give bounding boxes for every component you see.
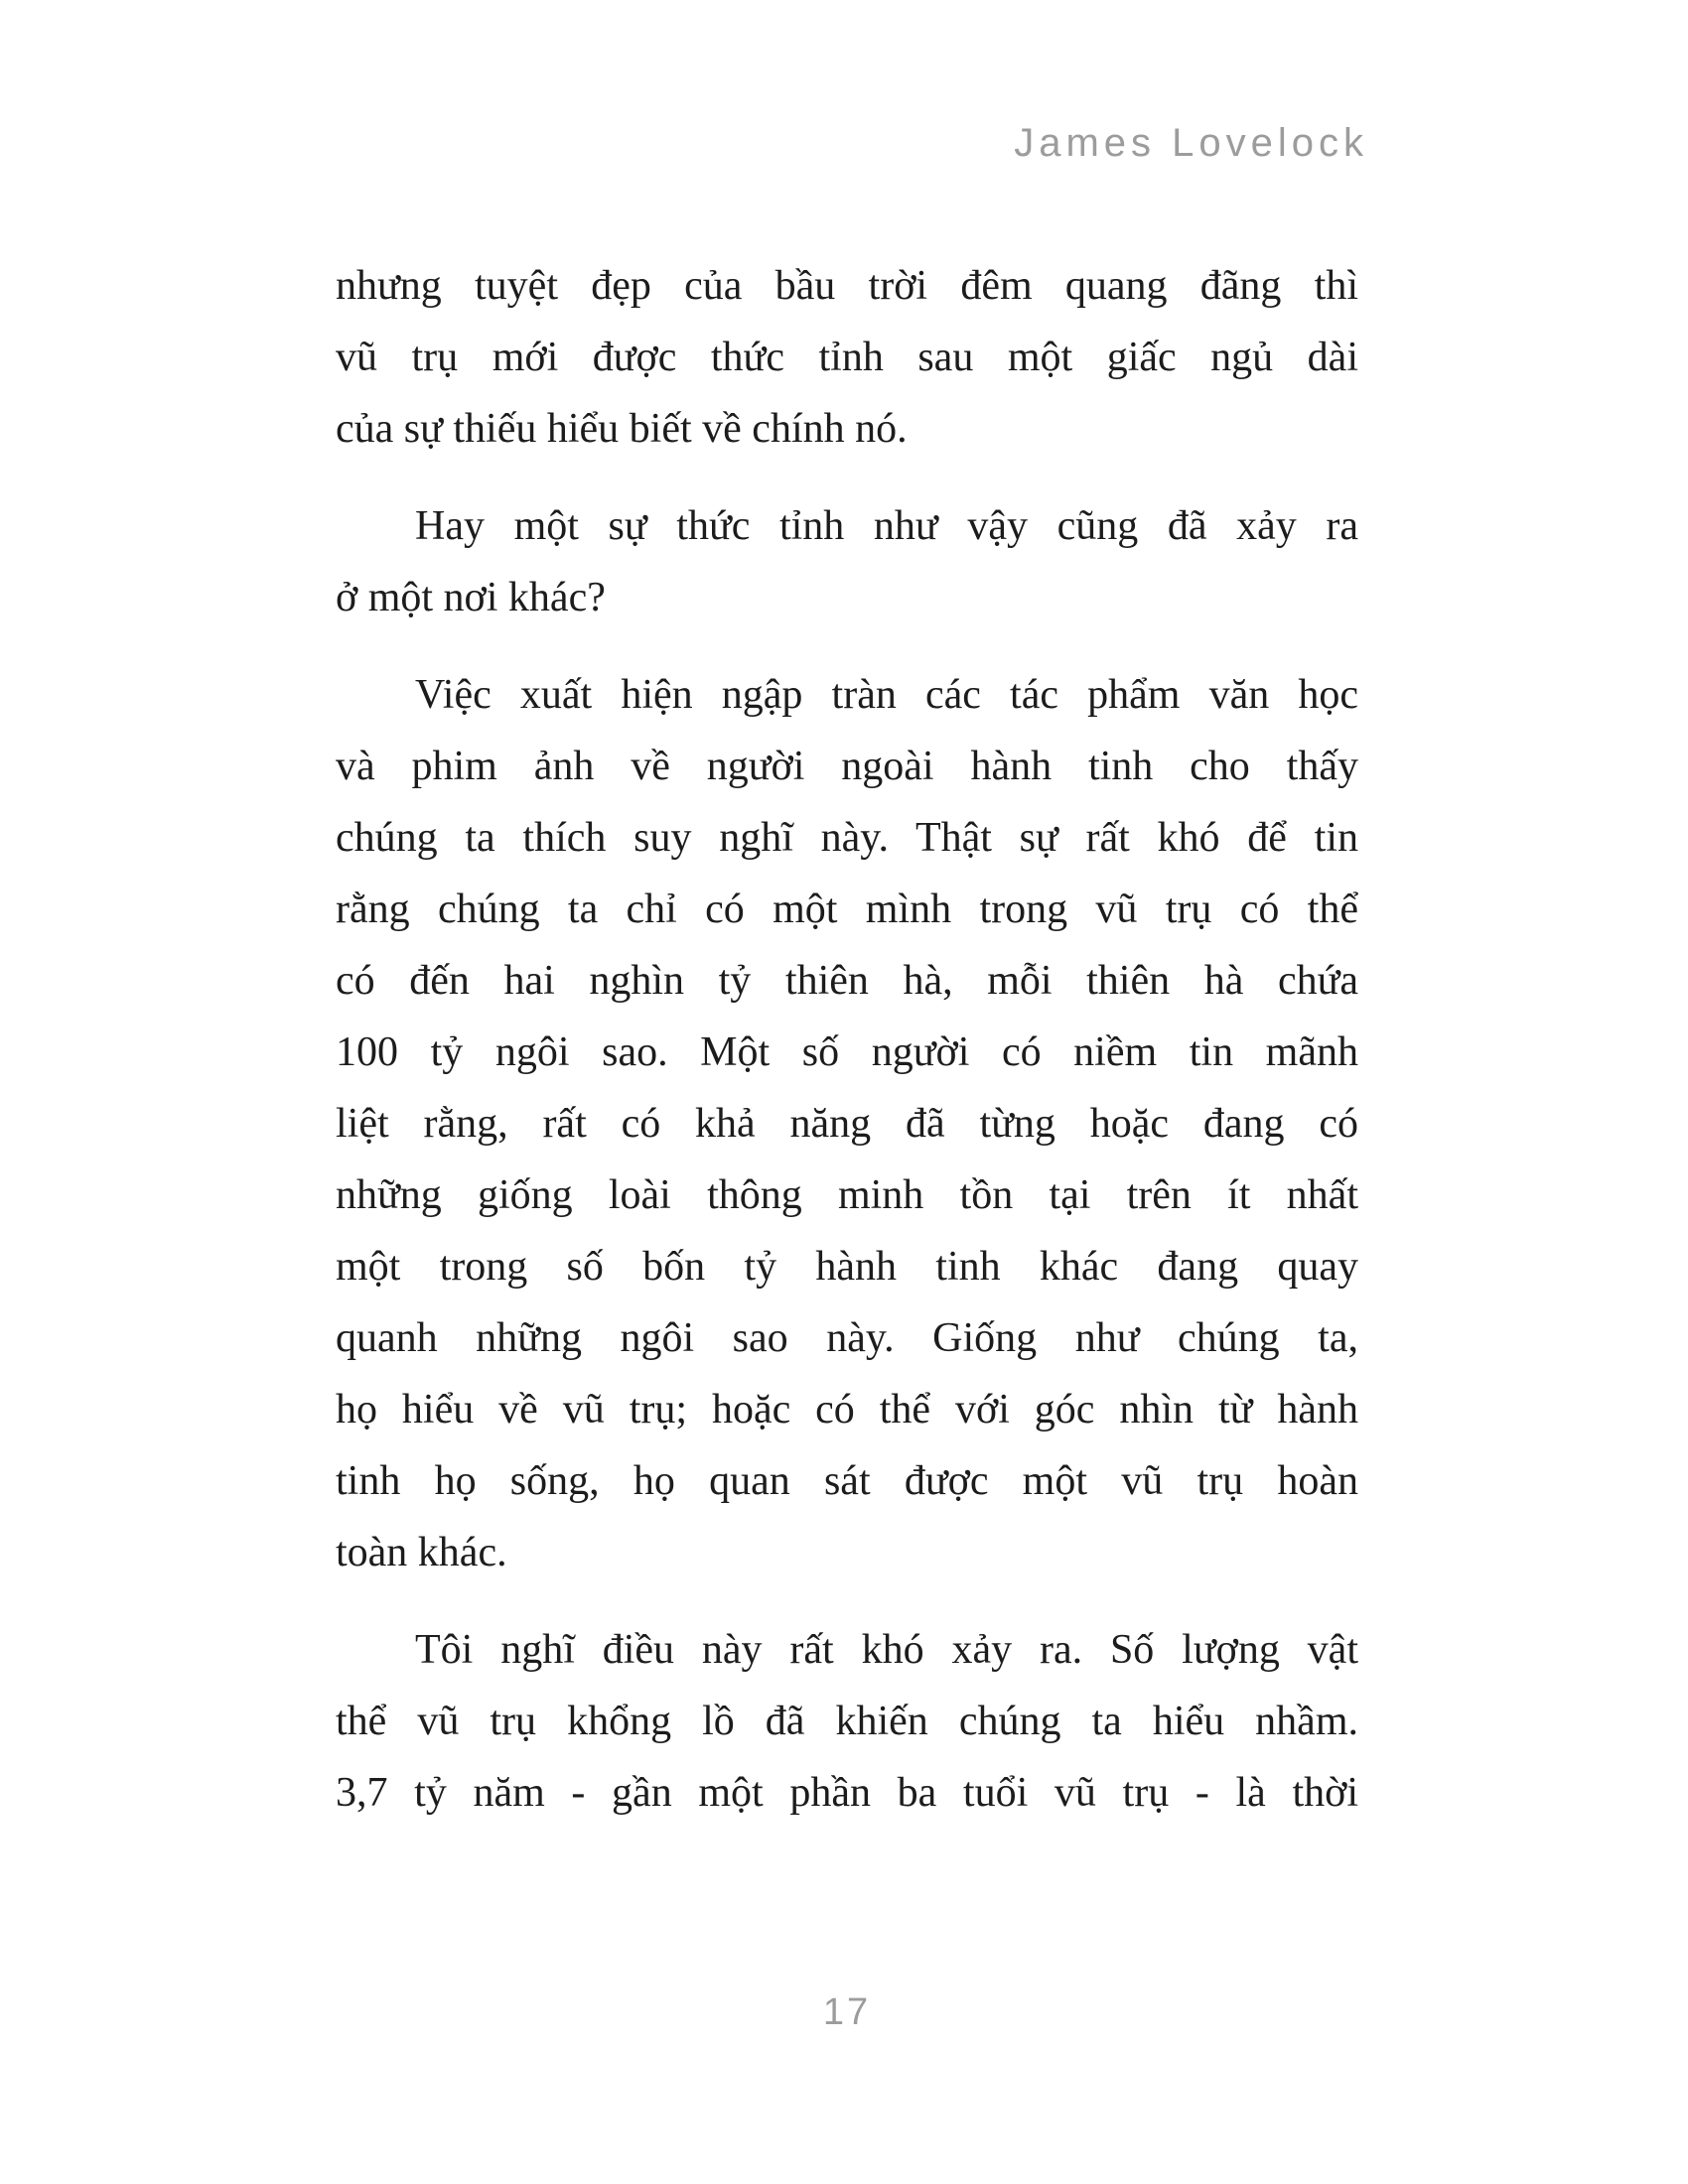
- text-line: có đến hai nghìn tỷ thiên hà, mỗi thiên hà chứa: [336, 958, 1358, 1004]
- text-line: tinh họ sống, họ quan sát được một vũ trụ hoàn: [336, 1458, 1358, 1504]
- text-line: nhưng tuyệt đẹp của bầu trời đêm quang đãng thì: [336, 263, 1358, 309]
- text-line: vũ trụ mới được thức tỉnh sau một giấc ngủ dài: [336, 335, 1358, 380]
- running-header-author: James Lovelock: [1014, 121, 1368, 165]
- text-line: Tôi nghĩ điều này rất khó xảy ra. Số lượng vật: [415, 1627, 1358, 1673]
- text-line: họ hiểu về vũ trụ; hoặc có thể với góc nhìn từ hành: [336, 1387, 1358, 1433]
- text-line: 3,7 tỷ năm - gần một phần ba tuổi vũ trụ - là thời: [336, 1770, 1358, 1816]
- text-line: ở một nơi khác?: [336, 575, 606, 620]
- text-line: thể vũ trụ khổng lồ đã khiến chúng ta hiểu nhầm.: [336, 1699, 1358, 1744]
- paragraph: [336, 1614, 1358, 1829]
- text-line: rằng chúng ta chỉ có một mình trong vũ trụ có thể: [336, 887, 1358, 932]
- text-line: Việc xuất hiện ngập tràn các tác phẩm văn học: [415, 672, 1358, 718]
- page-number: 17: [822, 1991, 872, 2033]
- text-line: 100 tỷ ngôi sao. Một số người có niềm tin mãnh: [336, 1029, 1358, 1075]
- text-line: một trong số bốn tỷ hành tinh khác đang quay: [336, 1244, 1358, 1290]
- text-line: toàn khác.: [336, 1530, 507, 1575]
- text-line: chúng ta thích suy nghĩ này. Thật sự rất khó để tin: [336, 815, 1358, 861]
- text-line: những giống loài thông minh tồn tại trên ít nhất: [336, 1172, 1358, 1218]
- paragraph: [336, 250, 1358, 465]
- page-body-text: [336, 250, 1358, 1854]
- text-line: của sự thiếu hiểu biết về chính nó.: [336, 406, 908, 452]
- paragraph: [336, 659, 1358, 1588]
- text-line: liệt rằng, rất có khả năng đã từng hoặc đang có: [336, 1101, 1358, 1147]
- text-line: và phim ảnh về người ngoài hành tinh cho thấy: [336, 744, 1358, 789]
- text-line: quanh những ngôi sao này. Giống như chúng ta,: [336, 1315, 1358, 1361]
- paragraph: [336, 490, 1358, 633]
- text-line: Hay một sự thức tỉnh như vậy cũng đã xảy ra: [415, 503, 1358, 549]
